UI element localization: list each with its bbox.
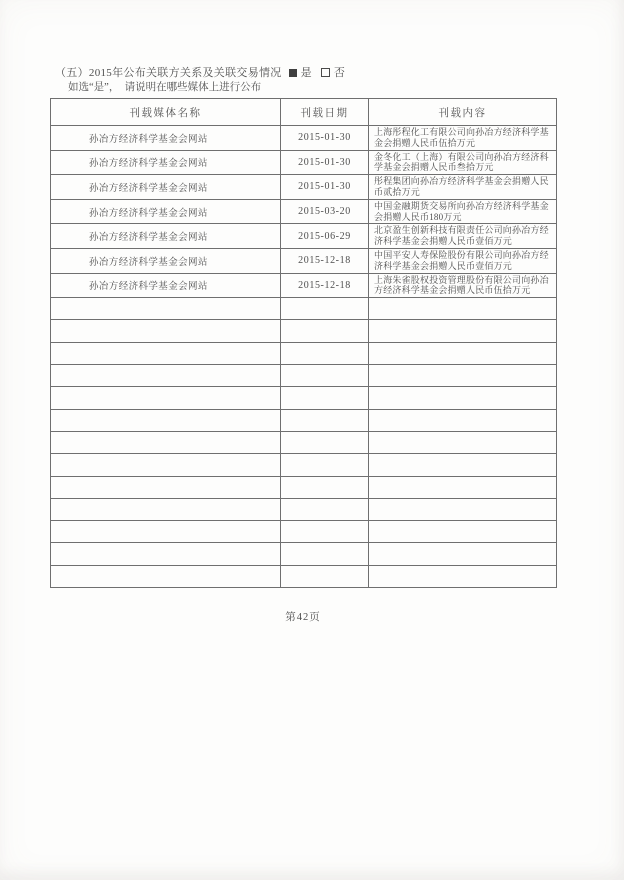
section-title: （五）2015年公布关联方关系及关联交易情况 — [55, 67, 282, 79]
empty-cell — [51, 454, 281, 476]
content-cell: 中国平安人寿保险股份有限公司向孙冶方经济科学基金会捐赠人民币壹佰万元 — [369, 248, 557, 273]
table-row — [51, 248, 557, 273]
empty-table-row — [51, 543, 557, 565]
empty-cell — [369, 409, 557, 431]
content-cell: 上海彤程化工有限公司向孙冶方经济科学基金会捐赠人民币伍拾万元 — [369, 126, 557, 151]
empty-cell — [51, 431, 281, 453]
empty-cell — [281, 498, 369, 520]
media-name-cell: 孙冶方经济科学基金会网站 — [51, 175, 281, 200]
empty-cell — [51, 365, 281, 387]
table-row — [51, 224, 557, 249]
empty-cell — [369, 320, 557, 342]
publish-date-cell: 2015-01-30 — [281, 175, 369, 200]
publish-date-cell: 2015-01-30 — [281, 126, 369, 151]
empty-cell — [51, 342, 281, 364]
column-header-media: 刊载媒体名称 — [51, 99, 281, 126]
publish-date-cell: 2015-12-18 — [281, 248, 369, 273]
media-name-cell: 孙冶方经济科学基金会网站 — [51, 248, 281, 273]
empty-cell — [281, 543, 369, 565]
empty-cell — [281, 320, 369, 342]
empty-cell — [369, 454, 557, 476]
empty-table-row — [51, 498, 557, 520]
publication-table — [50, 98, 557, 588]
empty-cell — [281, 342, 369, 364]
media-name-cell: 孙冶方经济科学基金会网站 — [51, 126, 281, 151]
section-heading — [55, 67, 624, 80]
table-row — [51, 126, 557, 151]
empty-cell — [281, 409, 369, 431]
publish-date-cell: 2015-12-18 — [281, 273, 369, 298]
empty-cell — [51, 498, 281, 520]
empty-table-row — [51, 476, 557, 498]
table-row — [51, 175, 557, 200]
empty-table-row — [51, 298, 557, 320]
empty-table-row — [51, 387, 557, 409]
empty-cell — [281, 454, 369, 476]
empty-cell — [281, 431, 369, 453]
table-row — [51, 150, 557, 175]
content-cell: 北京盈生创新科技有限责任公司向孙冶方经济科学基金会捐赠人民币壹佰万元 — [369, 224, 557, 249]
empty-cell — [281, 521, 369, 543]
empty-cell — [51, 387, 281, 409]
publication-table-body — [51, 126, 557, 588]
empty-table-row — [51, 431, 557, 453]
empty-cell — [281, 365, 369, 387]
empty-cell — [369, 365, 557, 387]
empty-cell — [51, 476, 281, 498]
empty-cell — [51, 543, 281, 565]
checkbox-yes-filled-icon — [289, 69, 297, 77]
publish-date-cell: 2015-01-30 — [281, 150, 369, 175]
empty-cell — [281, 298, 369, 320]
media-name-cell: 孙冶方经济科学基金会网站 — [51, 273, 281, 298]
publish-date-cell: 2015-03-20 — [281, 199, 369, 224]
content-cell: 彤程集团向孙冶方经济科学基金会捐赠人民币贰拾万元 — [369, 175, 557, 200]
column-header-content: 刊载内容 — [369, 99, 557, 126]
empty-table-row — [51, 521, 557, 543]
empty-cell — [51, 565, 281, 587]
table-row — [51, 199, 557, 224]
empty-table-row — [51, 320, 557, 342]
empty-cell — [51, 320, 281, 342]
media-name-cell: 孙冶方经济科学基金会网站 — [51, 224, 281, 249]
content-cell: 上海朱雀股权投资管理股份有限公司向孙冶方经济科学基金会捐赠人民币伍拾万元 — [369, 273, 557, 298]
empty-table-row — [51, 454, 557, 476]
media-name-cell: 孙冶方经济科学基金会网站 — [51, 150, 281, 175]
table-header-row — [51, 99, 557, 126]
empty-cell — [369, 476, 557, 498]
empty-cell — [369, 387, 557, 409]
empty-cell — [51, 521, 281, 543]
publish-date-cell: 2015-06-29 — [281, 224, 369, 249]
empty-cell — [281, 565, 369, 587]
empty-table-row — [51, 565, 557, 587]
empty-cell — [281, 476, 369, 498]
empty-cell — [51, 298, 281, 320]
column-header-date: 刊载日期 — [281, 99, 369, 126]
empty-table-row — [51, 409, 557, 431]
option-no-label: 否 — [333, 67, 346, 79]
empty-cell — [369, 431, 557, 453]
empty-cell — [369, 543, 557, 565]
empty-cell — [369, 498, 557, 520]
media-name-cell: 孙冶方经济科学基金会网站 — [51, 199, 281, 224]
checkbox-no-empty-icon — [321, 68, 330, 77]
table-row — [51, 273, 557, 298]
empty-table-row — [51, 365, 557, 387]
empty-cell — [369, 565, 557, 587]
page-number: 第42页 — [285, 612, 321, 624]
instruction-text: 如选“是”， 请说明在哪些媒体上进行公布 — [68, 82, 262, 93]
content-cell: 中国金融期货交易所向孙冶方经济科学基金会捐赠人民币180万元 — [369, 199, 557, 224]
empty-cell — [51, 409, 281, 431]
empty-cell — [369, 298, 557, 320]
empty-table-row — [51, 342, 557, 364]
empty-cell — [369, 342, 557, 364]
content-cell: 金冬化工（上海）有限公司向孙冶方经济科学基金会捐赠人民币叁拾万元 — [369, 150, 557, 175]
empty-cell — [281, 387, 369, 409]
empty-cell — [369, 521, 557, 543]
option-yes-label: 是 — [300, 67, 312, 79]
